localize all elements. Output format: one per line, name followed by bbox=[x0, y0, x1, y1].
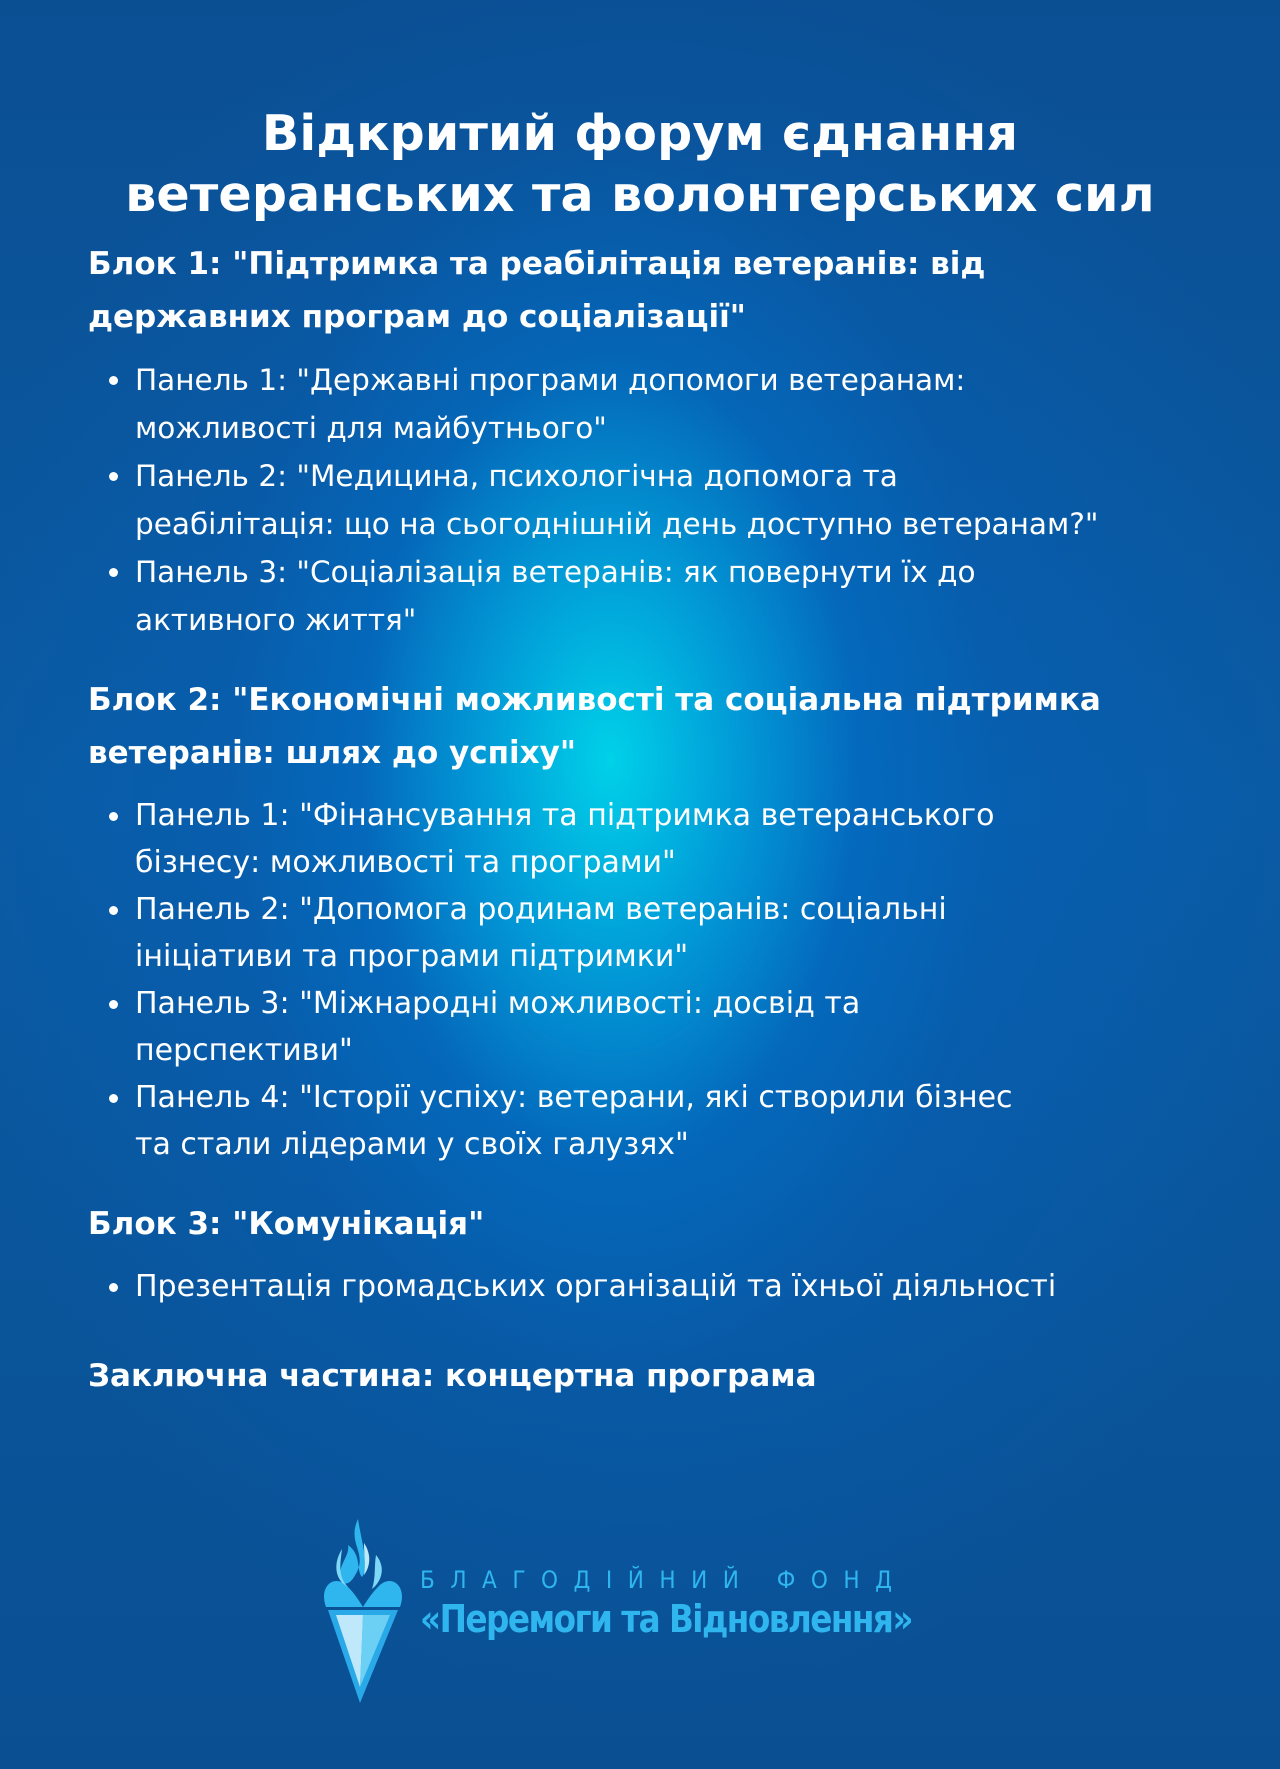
title-line-2: ветеранських та волонтерських сил bbox=[125, 165, 1155, 223]
logo-big-text: «Перемоги та Відновлення» bbox=[420, 1597, 912, 1641]
list-item: Панель 2: "Допомога родинам ветеранів: соціальні ініціативи та програми підтримки" bbox=[88, 886, 1228, 980]
block-3-list bbox=[88, 1263, 1228, 1310]
block-1-panel-list bbox=[88, 356, 1228, 644]
torch-heart-logo-icon bbox=[318, 1515, 408, 1705]
program-content bbox=[88, 238, 1228, 1403]
block-2 bbox=[88, 674, 1228, 1168]
list-item: Презентація громадських організацій та їхньої діяльності bbox=[88, 1263, 1228, 1310]
block-3 bbox=[88, 1198, 1228, 1310]
list-item: Панель 1: "Державні програми допомоги ветеранам: можливості для майбутнього" bbox=[88, 356, 1228, 452]
block-2-panel-list bbox=[88, 792, 1228, 1168]
block-1 bbox=[88, 238, 1228, 644]
logo-small-text: БЛАГОДІЙНИЙ ФОНД bbox=[420, 1566, 908, 1594]
final-part-title: Заключна частина: концертна програма bbox=[88, 1358, 817, 1394]
block-1-title: Блок 1: "Підтримка та реабілітація ветеранів: від державних програм до соціалізації" bbox=[88, 246, 986, 335]
title-line-1: Відкритий форум єднання bbox=[261, 104, 1019, 162]
block-2-title: Блок 2: "Економічні можливості та соціальна підтримка ветеранів: шлях до успіху" bbox=[88, 682, 1101, 771]
list-item: Панель 1: "Фінансування та підтримка ветеранського бізнесу: можливості та програми" bbox=[88, 792, 1228, 886]
logo-text bbox=[420, 1565, 920, 1643]
list-item: Панель 2: "Медицина, психологічна допомога та реабілітація: що на сьогоднішній день доступно ветеранам?" bbox=[88, 452, 1228, 548]
list-item: Панель 3: "Міжнародні можливості: досвід та перспективи" bbox=[88, 980, 1228, 1074]
list-item: Панель 3: "Соціалізація ветеранів: як повернути їх до активного життя" bbox=[88, 548, 1228, 644]
foundation-logo bbox=[318, 1515, 918, 1705]
list-item: Панель 4: "Історії успіху: ветерани, які створили бізнес та стали лідерами у своїх галузях" bbox=[88, 1074, 1228, 1168]
block-3-title: Блок 3: "Комунікація" bbox=[88, 1206, 485, 1242]
page-title bbox=[0, 103, 1280, 225]
